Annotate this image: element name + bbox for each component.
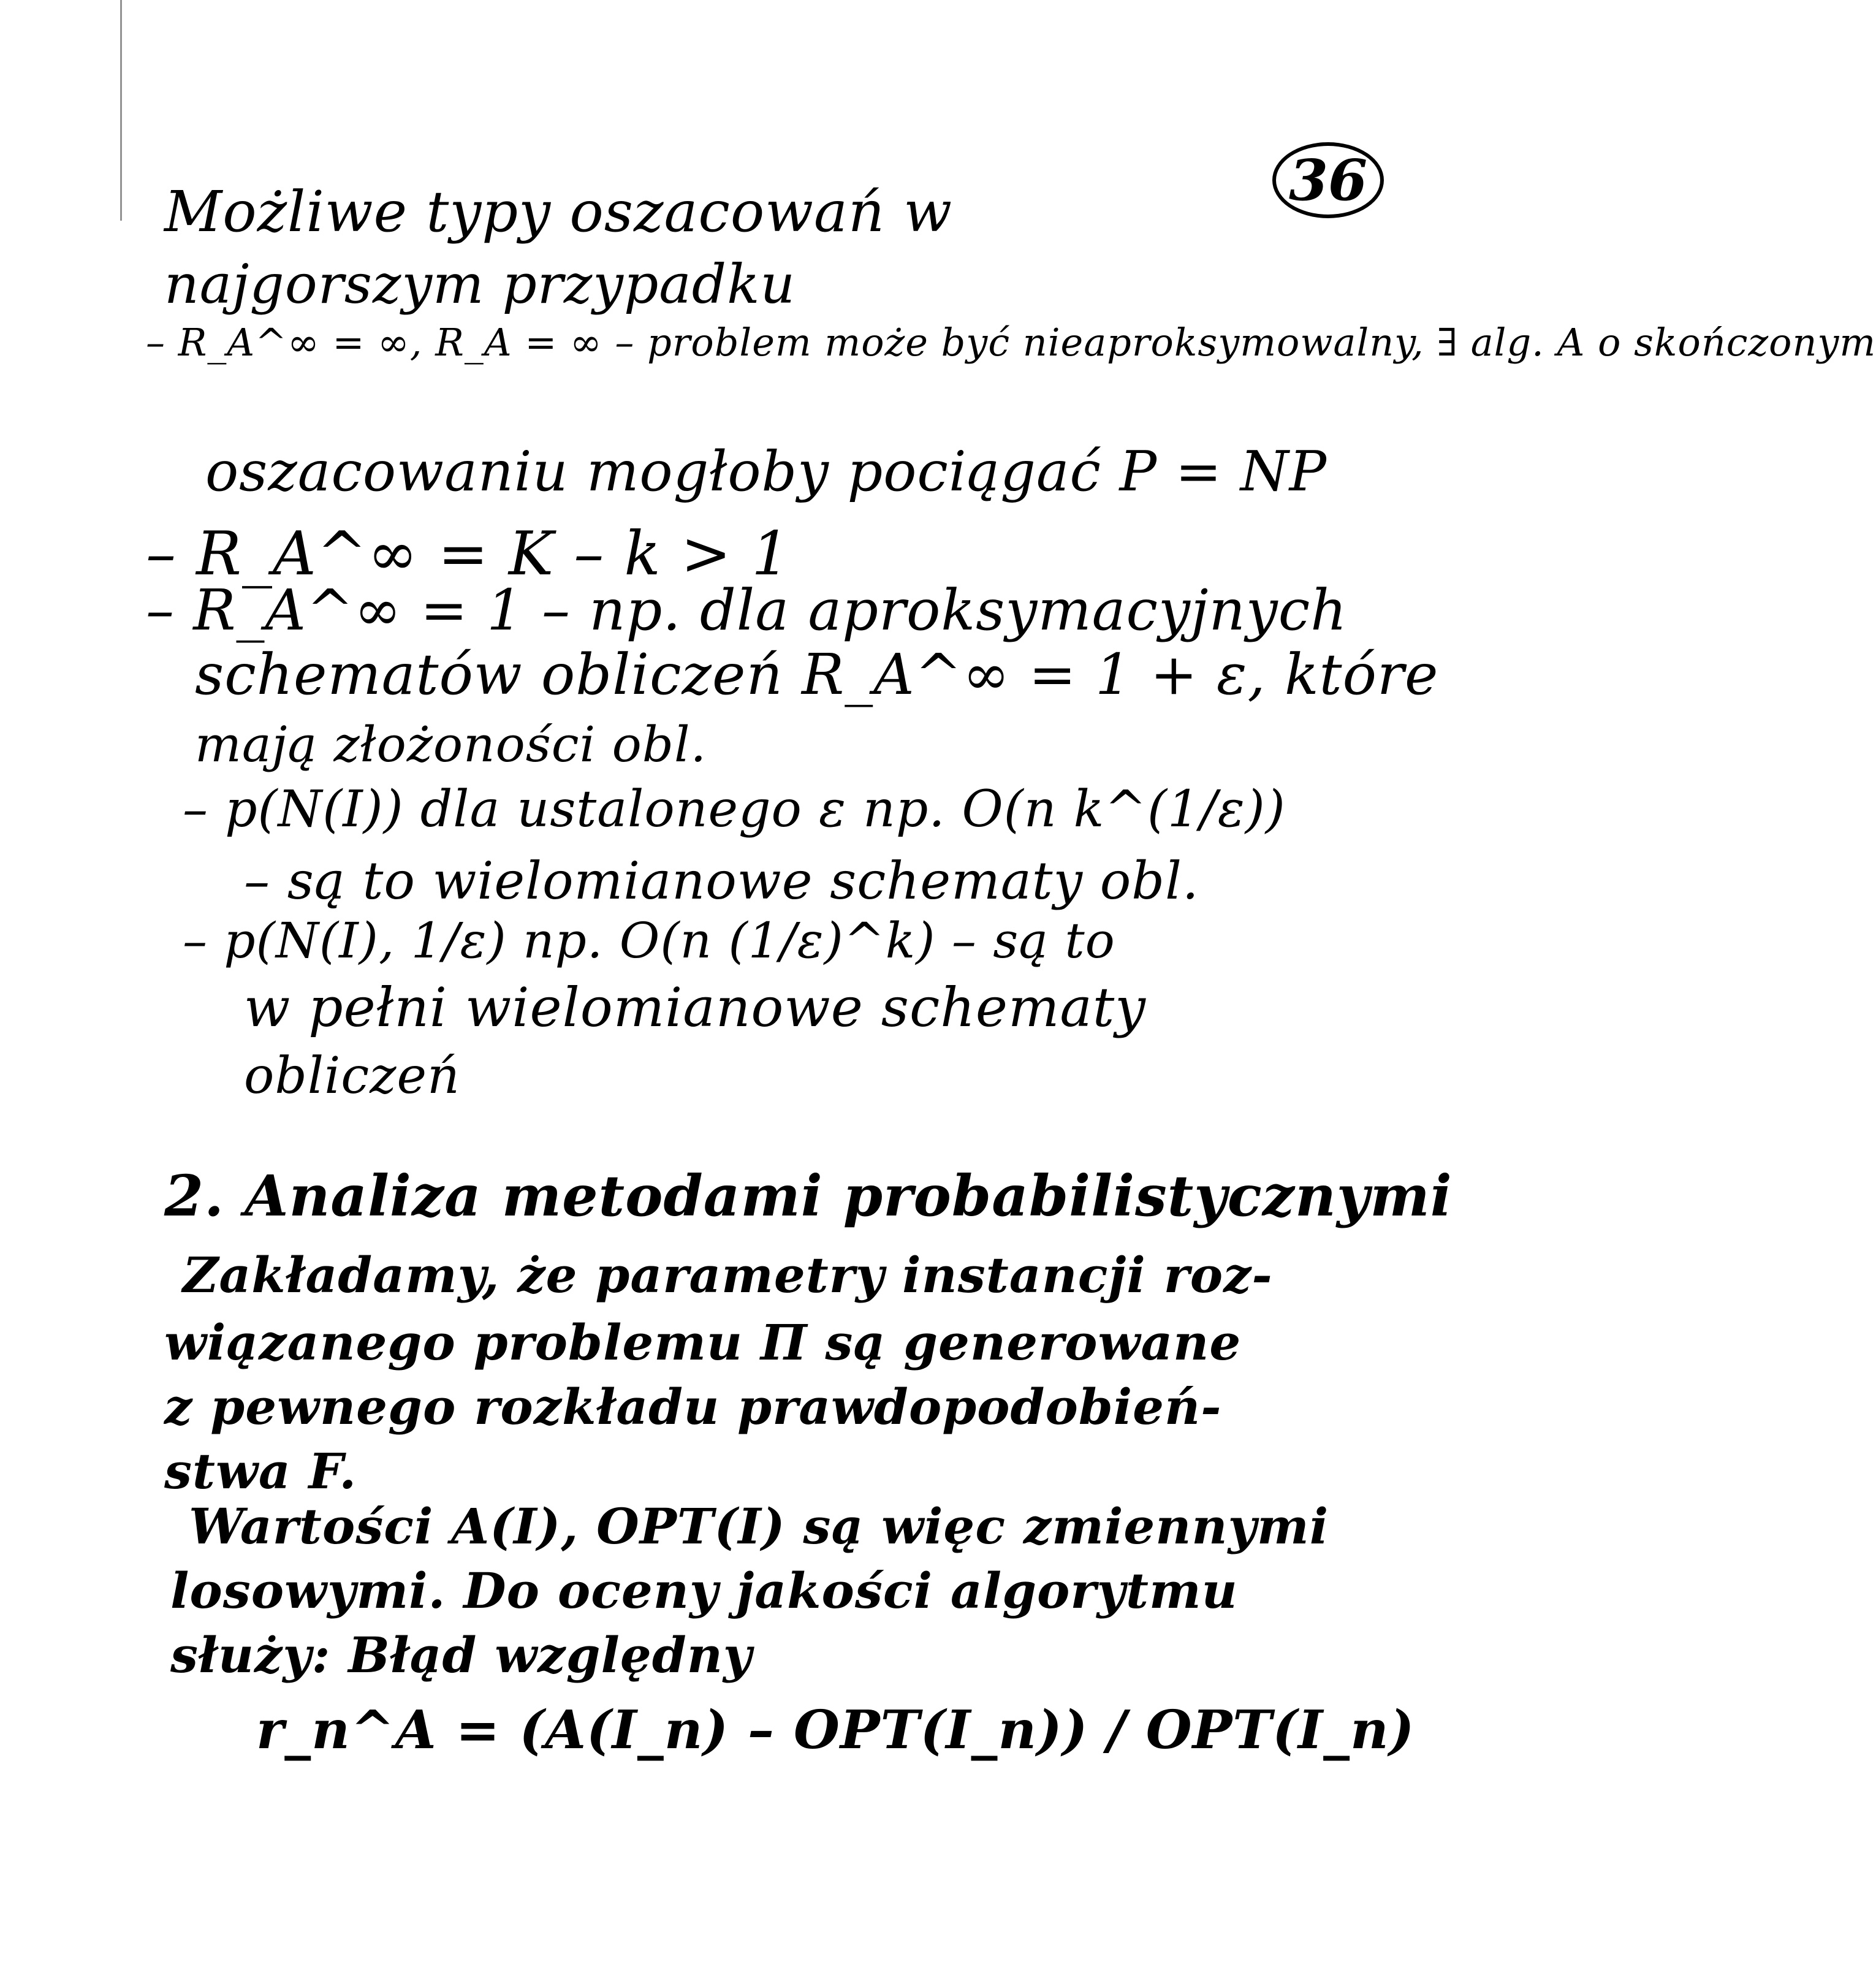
text-line: służy: Błąd względny: [170, 1626, 753, 1684]
text-line: – R_A^∞ = K – k > 1: [146, 519, 791, 589]
text-line: – R_A^∞ = ∞, R_A = ∞ – problem może być nieaproksymowalny, ∃ alg. A o skończonym: [146, 320, 1876, 365]
section-title: 2. Analiza metodami probabilistycznymi: [164, 1163, 1453, 1229]
text-line: stwa F.: [164, 1442, 357, 1500]
text-line: oszacowaniu mogłoby pociągać P = NP: [205, 439, 1327, 504]
page-number: 36: [1272, 142, 1384, 218]
text-line: w pełni wielomianowe schematy: [244, 976, 1146, 1039]
text-line: – p(N(I), 1/ε) np. O(n (1/ε)^k) – są to: [183, 912, 1115, 969]
text-line: – p(N(I)) dla ustalonego ε np. O(n k^(1/ε)): [183, 780, 1286, 839]
formula-line: r_n^A = (A(I_n) – OPT(I_n)) / OPT(I_n): [256, 1699, 1415, 1761]
text-line: – są to wielomianowe schematy obl.: [244, 851, 1199, 911]
heading-line: najgorszym przypadku: [164, 253, 796, 316]
text-line: Wartości A(I), OPT(I) są więc zmiennymi: [189, 1497, 1329, 1555]
text-line: losowymi. Do oceny jakości algorytmu: [170, 1562, 1238, 1619]
heading-line: Możliwe typy oszacowań w: [164, 179, 953, 245]
text-line: – R_A^∞ = 1 – np. dla aproksymacyjnych: [146, 577, 1348, 643]
text-line: wiązanego problemu Π są generowane: [164, 1314, 1242, 1371]
text-line: obliczeń: [244, 1047, 460, 1105]
margin-line: [120, 0, 122, 221]
text-line: Zakładamy, że parametry instancji roz-: [183, 1246, 1273, 1304]
text-line: mają złożoności obl.: [195, 716, 707, 773]
text-line: schematów obliczeń R_A^∞ = 1 + ε, które: [195, 642, 1439, 707]
text-line: z pewnego rozkładu prawdopodobień-: [164, 1378, 1222, 1436]
